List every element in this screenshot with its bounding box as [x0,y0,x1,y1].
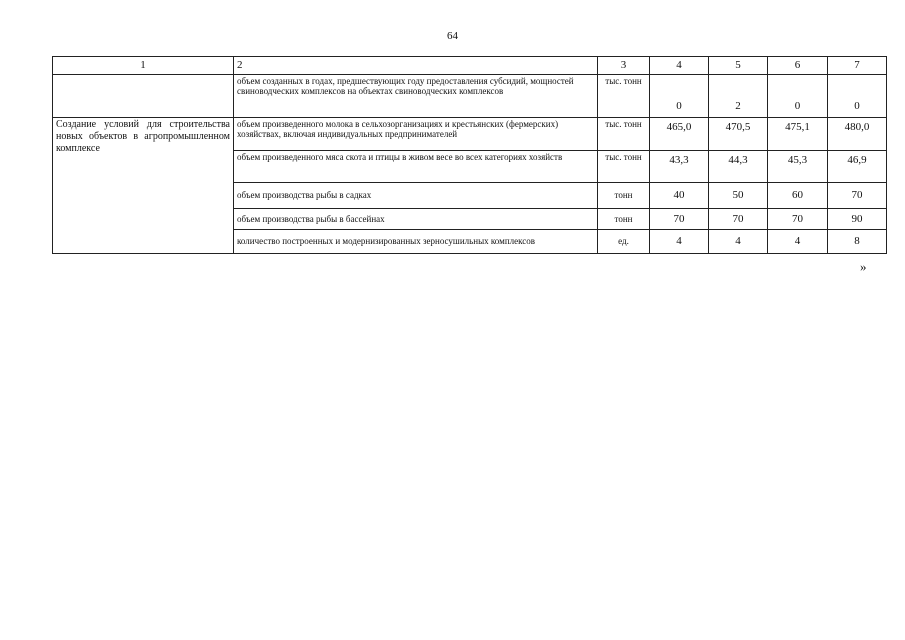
closing-quote-mark: » [860,259,867,274]
indicators-table [52,56,887,254]
value-cell: 4 [650,230,709,254]
column-header-6: 6 [768,57,828,75]
column-header-2: 2 [234,57,598,75]
indicator-name: объем произведенного мяса скота и птицы в живом весе во всех категориях хозяйств [234,151,598,183]
empty-section-cell [53,75,234,118]
value-cell: 465,0 [650,118,709,151]
value-cell: 46,9 [828,151,887,183]
indicator-name: объем созданных в годах, предшествующих году предоставления субсидий, мощностей свиноводческих комплексов на объектах свиноводческих комплексов [234,75,598,118]
unit-cell: ед. [598,230,650,254]
value-cell: 70 [650,209,709,230]
column-header-3: 3 [598,57,650,75]
indicator-name: объем производства рыбы в бассейнах [234,209,598,230]
indicator-name: объем произведенного молока в сельхозорганизациях и крестьянских (фермерских) хозяйствах, включая индивидуальных предпринимателей [234,118,598,151]
value-cell: 44,3 [709,151,768,183]
value-cell: 8 [828,230,887,254]
value-cell: 70 [709,209,768,230]
value-cell: 0 [650,75,709,118]
value-cell: 4 [768,230,828,254]
unit-cell: тыс. тонн [598,118,650,151]
value-cell: 0 [768,75,828,118]
value-cell: 70 [768,209,828,230]
value-cell: 90 [828,209,887,230]
unit-cell: тыс. тонн [598,151,650,183]
value-cell: 70 [828,183,887,209]
column-header-4: 4 [650,57,709,75]
value-cell: 43,3 [650,151,709,183]
page-number: 64 [447,30,458,42]
value-cell: 475,1 [768,118,828,151]
value-cell: 40 [650,183,709,209]
header-row [53,57,887,75]
value-cell: 50 [709,183,768,209]
table-row [53,118,887,151]
value-cell: 2 [709,75,768,118]
value-cell: 470,5 [709,118,768,151]
value-cell: 480,0 [828,118,887,151]
section-label: Создание условий для строительства новых объектов в агропромышленном комплексе [53,118,234,254]
value-cell: 60 [768,183,828,209]
indicator-name: объем производства рыбы в садках [234,183,598,209]
unit-cell: тонн [598,209,650,230]
column-header-1: 1 [53,57,234,75]
column-header-7: 7 [828,57,887,75]
unit-cell: тыс. тонн [598,75,650,118]
value-cell: 45,3 [768,151,828,183]
unit-cell: тонн [598,183,650,209]
indicator-name: количество построенных и модернизированных зерносушильных комплексов [234,230,598,254]
value-cell: 0 [828,75,887,118]
table-row [53,75,887,118]
value-cell: 4 [709,230,768,254]
column-header-5: 5 [709,57,768,75]
